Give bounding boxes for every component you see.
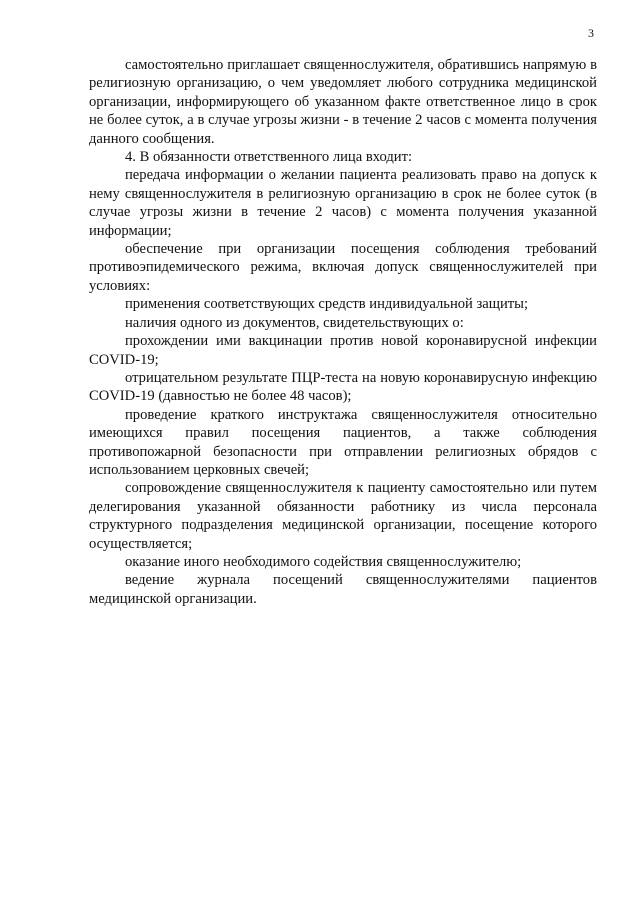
paragraph-section-4-heading: 4. В обязанности ответственного лица входит: — [125, 149, 413, 166]
paragraph-info-transfer: передача информации о желании пациента реализовать право на допуск к нему священнослужителя в религиозную организацию в срок не более суток (в случае угрозы жизни в течение 2 часов) с момента получения указанной информации; — [89, 167, 597, 239]
paragraph-briefing: проведение краткого инструктажа священнослужителя относительно имеющихся правил посещения пациентов, а также соблюдения противопожарной безопасности при отправлении религиозных обрядов с использованием церковных свечей; — [89, 406, 597, 478]
paragraph-epidemic-regime: обеспечение при организации посещения соблюдения требований противоэпидемического режима, включая допуск священнослужителей при условиях: — [89, 241, 597, 294]
document-body — [89, 56, 597, 608]
paragraph-assistance: оказание иного необходимого содействия священнослужителю; — [125, 553, 522, 570]
paragraph-escort: сопровождение священнослужителя к пациенту самостоятельно или путем делегирования указанной обязанности работнику из числа персонала структурного подразделения медицинской организации, посещение которого осуществляется; — [89, 480, 597, 552]
paragraph-vaccination: прохождении ими вакцинации против новой коронавирусной инфекции COVID-19; — [89, 333, 597, 368]
paragraph-ppe: применения соответствующих средств индивидуальной защиты; — [125, 296, 529, 313]
paragraph-continuation: самостоятельно приглашает священнослужителя, обратившись напрямую в религиозную организацию, о чем уведомляет любого сотрудника медицинской организации, информирующего об указанном факте ответственное лицо в срок не более суток, а в случае угрозы жизни - в течение 2 часов с момента получения данного сообщения. — [89, 57, 597, 147]
paragraph-pcr-test: отрицательном результате ПЦР-теста на новую коронавирусную инфекцию COVID-19 (давностью не более 48 часов); — [89, 369, 597, 405]
paragraph-journal: ведение журнала посещений священнослужителями пациентов медицинской организации. — [89, 572, 597, 607]
paragraph-documents: наличия одного из документов, свидетельствующих о: — [125, 314, 464, 331]
page-number: 3 — [588, 26, 594, 40]
